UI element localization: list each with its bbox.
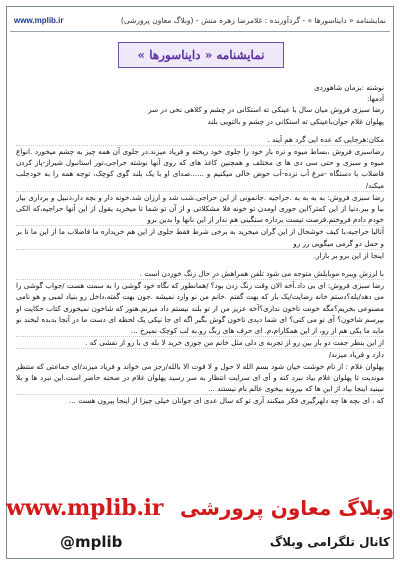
header-text: نمایشنامه « دایناسورها » - گردآورنده : غلامرضا زهره منش - (وبلاگ معاون پرورشی) bbox=[120, 16, 386, 25]
page-header bbox=[10, 10, 390, 32]
document-title: نمایشنامه « دایناسورها » bbox=[137, 48, 265, 62]
paragraph-10: پهلوان غلام : از نام خوشت خیان شود بسم الله لا حول و لا قوت الا بالله/رجز می خواند و فریاد میزند/ای جماعتی که منتظر موندیت تا پهلوان غلام بیاد نبرد کنه و آی ای سرایت انتظار به سر رسید پهلوان غلام در صحنه حاضر است.این نبرد ها و بلا نبینید اینجا بیاد از این ها که بیرونه بیخوی عالم نام نیستند ... bbox=[16, 361, 384, 396]
watermark-handle[interactable]: @mplib bbox=[60, 533, 123, 551]
header-url[interactable]: www.mplib.ir bbox=[14, 16, 64, 25]
document-body bbox=[16, 82, 384, 482]
paragraph-2: رضاسبزی فروش ،بساط میوه و تره بار خود را جلوی خود ریخته و فریاد میزند.در جلوی آن همه چیز به چشم میخورد .انواع میوه و سبزی و حتی سی دی ها ی مختلف و همچنین کاغذ های که روی آنها نوشته حراجی،تور استانبول شیراز-پاز کردن فاضلاب با دستگاه -مرغ آب نزده-آب حوض خالی میکنیم و ......صدای او با یک بلند گوی کوچک، توجه همه را به خودجلب میکند/ bbox=[16, 146, 384, 192]
cast-line-1: رضا سبزی فروش میان سال با عینکی ته استکانی در چشم و کلاهی نخی در سر bbox=[148, 105, 384, 115]
paragraph-4: آتالیا حراجیه،با کیف خوشحال از این گران میخرید به برخی شرط فقط جلوی از این هم خریداره ما فاضلاب ما از این ما تا بر و حمل دو گرمی میگویی رز رو bbox=[16, 226, 384, 249]
watermark bbox=[0, 488, 400, 565]
paragraph-9: دارد و فریاد میزند/ bbox=[328, 350, 384, 360]
watermark-caption: کانال تلگرامی وبلاگ bbox=[269, 535, 390, 549]
cast-label: آدمها: bbox=[367, 94, 384, 104]
cast-line-2: پهلوان غلام جوان‌باعینکی ته استکانی در چشم و بالتویی بلند bbox=[207, 116, 384, 126]
paragraph-1: مکان:هرجایی که عده ایی گرد هم آیند . bbox=[16, 134, 384, 146]
document-title-box bbox=[118, 42, 284, 68]
paragraph-8: از این بنظر جفت دو بار بین رو از تجربه ی دلی مثل خانم من جوری خرید لا بله ی با رو از نفشی که . bbox=[16, 337, 384, 349]
watermark-brand: وبلاگ معاون پرورشی bbox=[179, 496, 394, 520]
paragraph-6: با لرزش ویبره موبایلش متوجه می شود تلفن همراهش در حال زنگ خوردن است . bbox=[16, 268, 384, 280]
author-line: نوشته :بزمان شاهوردی bbox=[313, 83, 384, 92]
watermark-url[interactable]: www.mplib.ir bbox=[6, 495, 164, 521]
paragraph-5: اینجا از این برو بر بازار. bbox=[313, 250, 384, 260]
paragraph-7: رضا سبزی فروش: ای بی داد.آخه الان وقت زنگ زدن بود؟ /همانطور که نگاه خود گوشی را به سمت هست /جواب گوشی را می دهد/بله؟دستم خانه رضایت/یک بار که بهت گفتم .خانم من نو وارد نمیشه .جون بهت گفته،داخل رو بنیاد لمبی و هو نامی مصنوعی بخریم؟مگه خونت تاخون نداری؟آخه عزیز من از تو بلند نیستم داد میزنم.هنوز که شاخون نمیخوری کتاب حکایت او بپرسم شاخون؟ آی تو می کنی؟ ای شما دیدی تاخون گوش بگیر اگه ای جا نیکی یک لحظه ای دست ما در آنجا بدبده لبخند نو ماید ما یکی هم از رو، از این همکارام،م. ای حرف های زنگ رو.به لب کوچک نمیرخ ... bbox=[16, 280, 384, 337]
paragraph-3: رضا سبزی فروش: به به به به .حراجیه .جانمونی از این حراجی.شب شد و ارزان شد.خونه دار و بچه دار،ذنبیل و برداری بیار بیا و ببر.دنیا از این کمتر؟این جوری اومدن تو خونه فلا مشکلاتی و از آن تو شما تا میخرید بقول از این آنها حراجیه،که الکی خودم دادم فروختم.فرصت نیست برداره سنگینی هم ندار از این نانها وا بدین برو bbox=[16, 192, 384, 227]
paragraph-11: که ، ای بچه ها چه دلهرگیری فکر میکنند آری تو که سال عدی ای جوانان خیلی چیزا از اینجا بیرون هست ... bbox=[68, 396, 384, 406]
